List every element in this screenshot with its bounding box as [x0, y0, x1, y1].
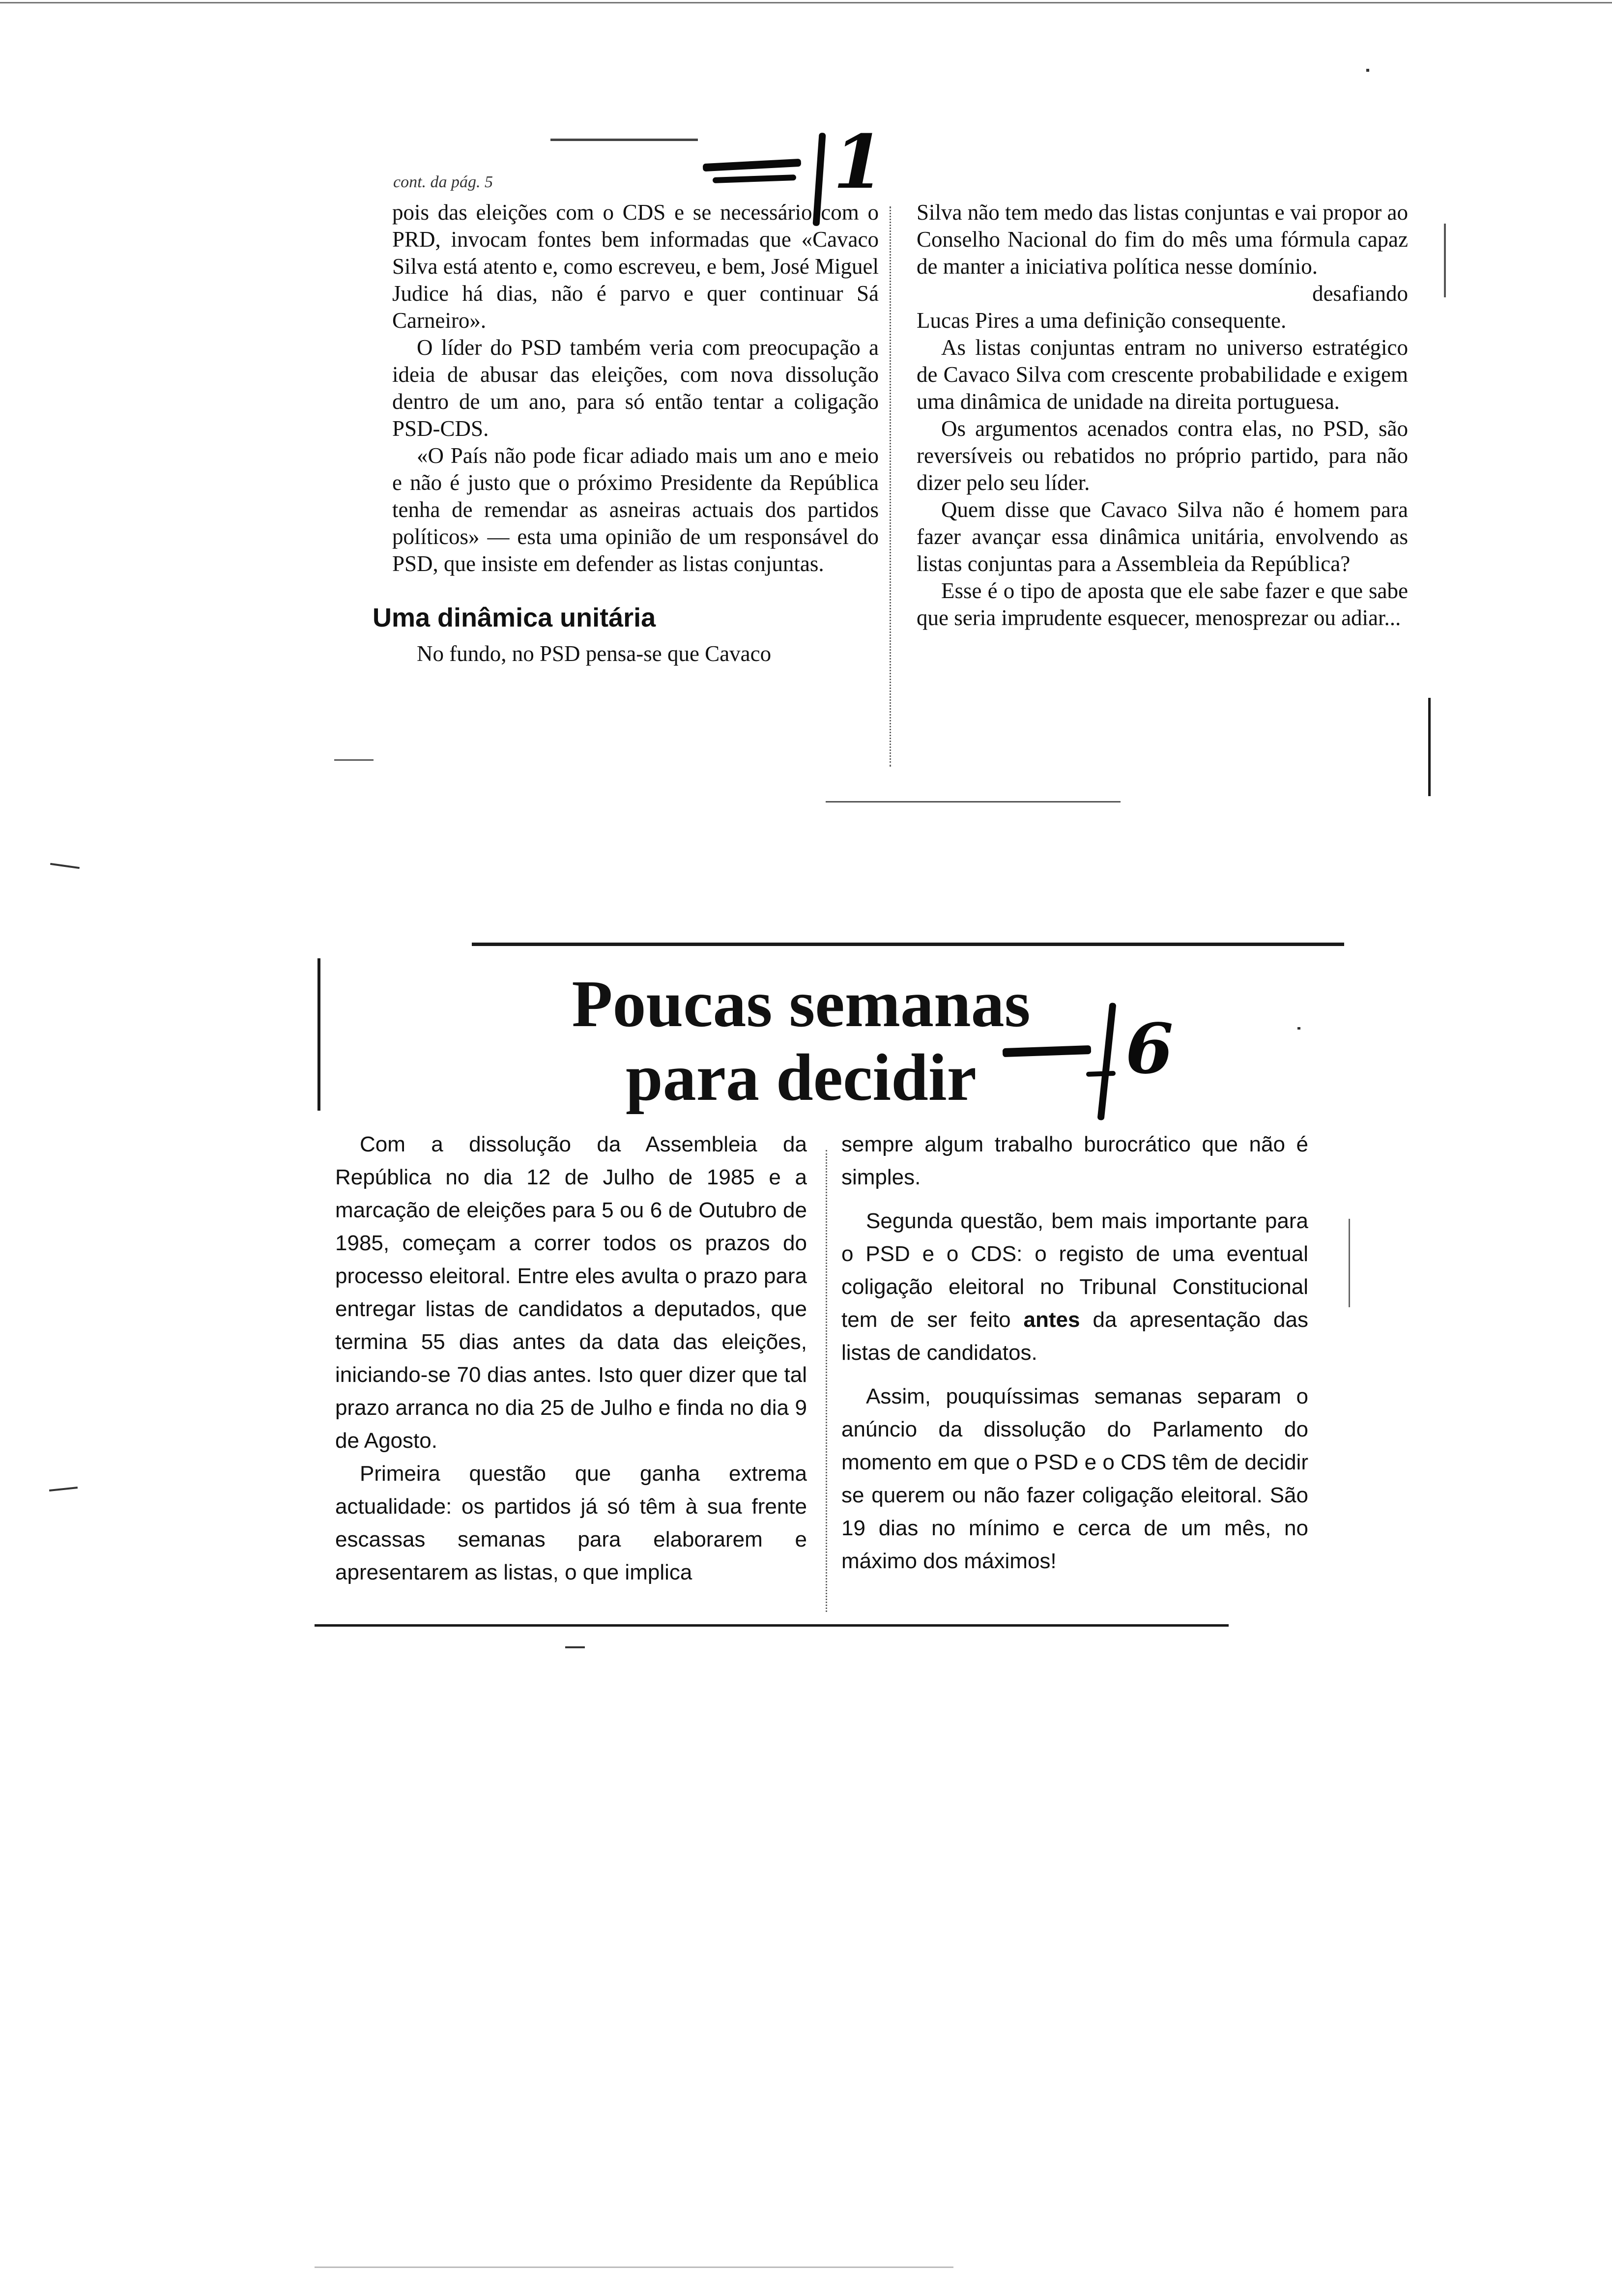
clip2-bottom-rule [315, 1624, 1229, 1627]
article-column-3 [335, 1128, 807, 1589]
col2-paragraph-1: Silva não tem medo das listas conjuntas e vai propor ao Conselho Nacional do fim do mês uma fórmula capaz de manter a iniciativa política nesse domínio. [917, 200, 1408, 279]
col3-paragraph-2: Primeira questão que ganha extrema actualidade: os partidos já só têm à sua frente escassas semanas para elaborarem e apresentarem as listas, o que implica [335, 1462, 807, 1584]
scan-speck [1366, 69, 1369, 72]
col4-paragraph-3: Assim, pouquíssimas semanas separam o anúncio da dissolução do Parlamento do momento em que o PSD e o CDS têm de decidir se querem ou não fazer coligação eleitoral. São 19 dias no mínimo e cerca de um mês, no máximo dos máximos! [841, 1384, 1308, 1573]
emphasis-antes: antes [1023, 1308, 1080, 1332]
subheading: Uma dinâmica unitária [373, 603, 656, 632]
scan-top-edge [0, 2, 1612, 3]
handwritten-mark-1: 1 [833, 119, 885, 205]
col1-paragraph-1: pois das eleições com o CDS e se necessário com o PRD, invocam fontes bem informadas que «Cavaco Silva está atento e, como escreveu, e bem, José Miguel Judice há dias, não é parvo e quer continuar Sá Carneiro». [392, 200, 879, 333]
clip2-left-border [317, 958, 320, 1111]
headline-line-2: para decidir [626, 1041, 977, 1115]
article-column-2 [917, 199, 1408, 631]
scan-speck [565, 1646, 585, 1648]
column-separator [890, 206, 891, 767]
handwritten-annotation-2 [983, 998, 1229, 1125]
scan-speck [1297, 1027, 1300, 1030]
col1-paragraph-4: No fundo, no PSD pensa-se que Cavaco [417, 641, 772, 666]
col3-paragraph-1: Com a dissolução da Assembleia da República no dia 12 de Julho de 1985 e a marcação de eleições para 5 ou 6 de Outubro de 1985, começam a correr todos os prazos do processo eleitoral. Entre eles avulta o prazo para entregar listas de candidatos a deputados, que termina 55 dias antes da data das eleições, iniciando-se 70 dias antes. Isto quer dizer que tal prazo arranca no dia 25 de Julho e finda no dia 9 de Agosto. [335, 1132, 807, 1453]
handwritten-mark-2: 6 [1125, 1009, 1174, 1090]
clip2-top-rule [472, 943, 1344, 946]
clip1-right-border [1444, 224, 1446, 297]
scan-artifact-line [550, 139, 698, 141]
continuation-label: cont. da pág. 5 [393, 173, 493, 191]
col2-paragraph-4: Os argumentos acenados contra elas, no PSD, são reversíveis ou rebatidos no próprio partido, para não dizer pelo seu líder. [917, 416, 1408, 495]
article-column-4 [841, 1128, 1308, 1578]
article-column-1 [373, 199, 879, 667]
col2-fragment: desafiando [1312, 281, 1408, 306]
col1-paragraph-2: O líder do PSD também veria com preocupação a ideia de abusar das eleições, com nova dissolução dentro de um ano, para só então tentar a coligação PSD-CDS. [392, 335, 879, 441]
col4-paragraph-2: Segunda questão, bem mais importante para o PSD e o CDS: o registo de uma eventual coligação eleitoral no Tribunal Constitucional tem de ser feito antes da apresentação das listas de candidatos. [841, 1209, 1308, 1365]
headline-line-1: Poucas semanas [572, 967, 1031, 1041]
scan-bottom-artifact [315, 2267, 953, 2268]
col2-paragraph-2: Lucas Pires a uma definição consequente. [917, 308, 1287, 333]
col2-paragraph-6: Esse é o tipo de aposta que ele sabe fazer e que sabe que seria imprudente esquecer, menosprezar ou adiar... [917, 578, 1408, 630]
margin-mark [49, 1487, 78, 1492]
clip2-right-border [1349, 1219, 1350, 1307]
clip1-bottom-dash [334, 759, 374, 761]
col2-paragraph-5: Quem disse que Cavaco Silva não é homem para fazer avançar essa dinâmica unitária, envolvendo as listas conjuntas para a Assembleia da República? [917, 497, 1408, 576]
clip1-right-border-lower [1428, 698, 1431, 796]
column-separator-2 [826, 1150, 827, 1612]
col2-paragraph-3: As listas conjuntas entram no universo estratégico de Cavaco Silva com crescente probabilidade e exigem uma dinâmica de unidade na direita portuguesa. [917, 335, 1408, 414]
col1-paragraph-3: «O País não pode ficar adiado mais um ano e meio e não é justo que o próximo Presidente da República tenha de remendar as asneiras actuais dos partidos políticos» — esta uma opinião de um responsável do PSD, que insiste em defender as listas conjuntas. [392, 443, 879, 576]
clip1-bottom-rule [826, 801, 1121, 803]
margin-mark [50, 863, 80, 869]
col4-paragraph-1: sempre algum trabalho burocrático que não é simples. [841, 1132, 1308, 1189]
